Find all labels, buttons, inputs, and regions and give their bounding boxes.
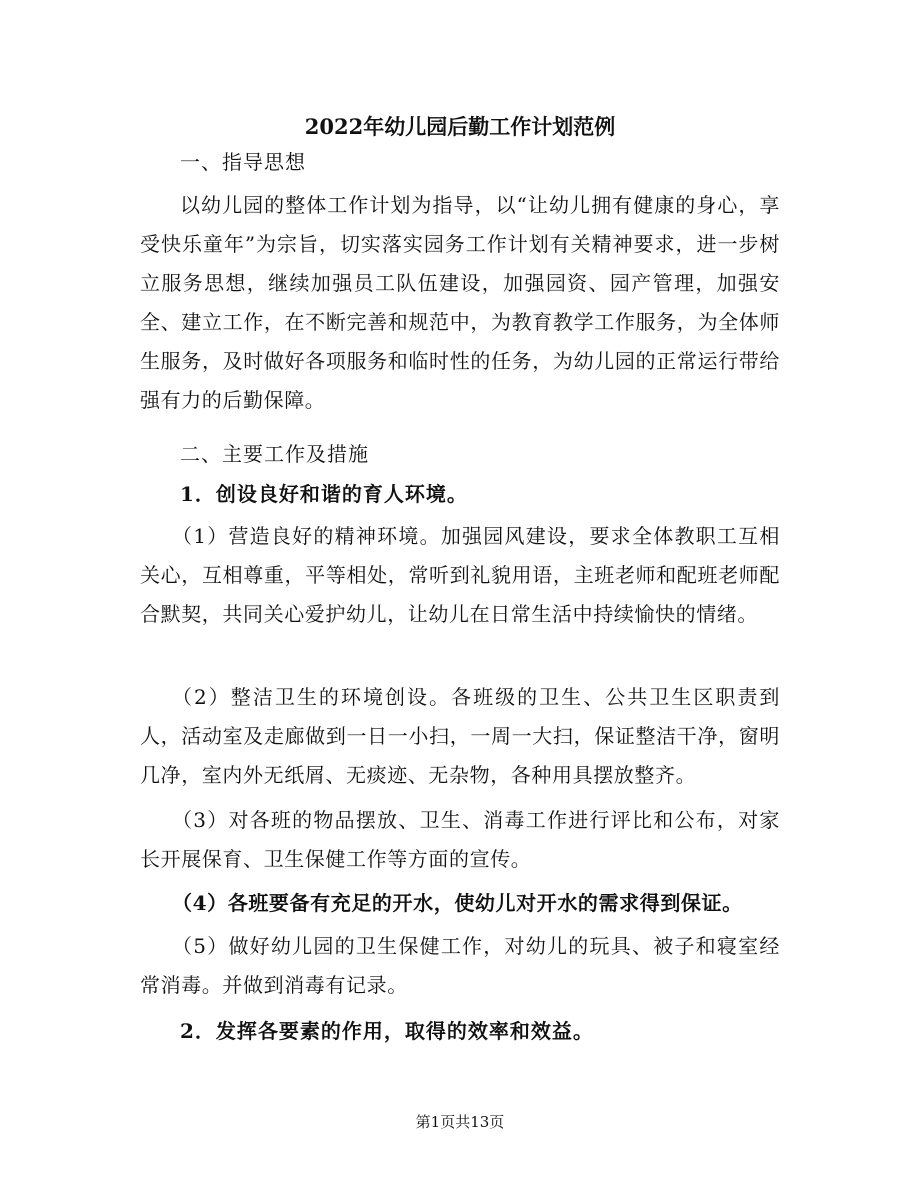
section1-heading: 一、指导思想 [180,150,306,174]
item2-paragraph: （2）整洁卫生的环境创设。各班级的卫生、公共卫生区职责到人，活动室及走廊做到一日一小扫，一周一大扫，保证整洁干净，窗明几净，室内外无纸屑、无痰迹、无杂物，各种用具摆放整齐。 [140,685,780,787]
section2-heading: 二、主要工作及措施 [180,442,369,466]
item4-paragraph: （4）各班要备有充足的开水，使幼儿对开水的需求得到保证。 [172,891,743,915]
subsection2-heading: 2．发挥各要素的作用，取得的效率和效益。 [180,1019,594,1043]
section1-paragraph: 以幼儿园的整体工作计划为指导，以“让幼儿拥有健康的身心，享受快乐童年”为宗旨，切实落实园务工作计划有关精神要求，进一步树立服务思想，继续加强员工队伍建设，加强园资、园产管理，加强安全、建立工作，在不断完善和规范中，为教育教学工作服务，为全体师生服务，及时做好各项服务和临时性的任务，为幼儿园的正常运行带给强有力的后勤保障。 [140,193,780,412]
item3-paragraph: （3）对各班的物品摆放、卫生、消毒工作进行评比和公布，对家长开展保育、卫生保健工作等方面的宣传。 [140,808,780,871]
subsection1-heading: 1．创设良好和谐的育人环境。 [180,482,468,506]
document-title: 2022年幼儿园后勤工作计划范例 [304,114,616,139]
page-footer: 第1页共13页 [415,1113,505,1131]
item5-paragraph: （5）做好幼儿园的卫生保健工作，对幼儿的玩具、被子和寝室经常消毒。并做到消毒有记录。 [140,934,780,997]
item1-paragraph: （1）营造良好的精神环境。加强园风建设，要求全体教职工互相关心，互相尊重，平等相处，常听到礼貌用语，主班老师和配班老师配合默契，共同关心爱护幼儿，让幼儿在日常生活中持续愉快的情绪。 [140,524,780,626]
